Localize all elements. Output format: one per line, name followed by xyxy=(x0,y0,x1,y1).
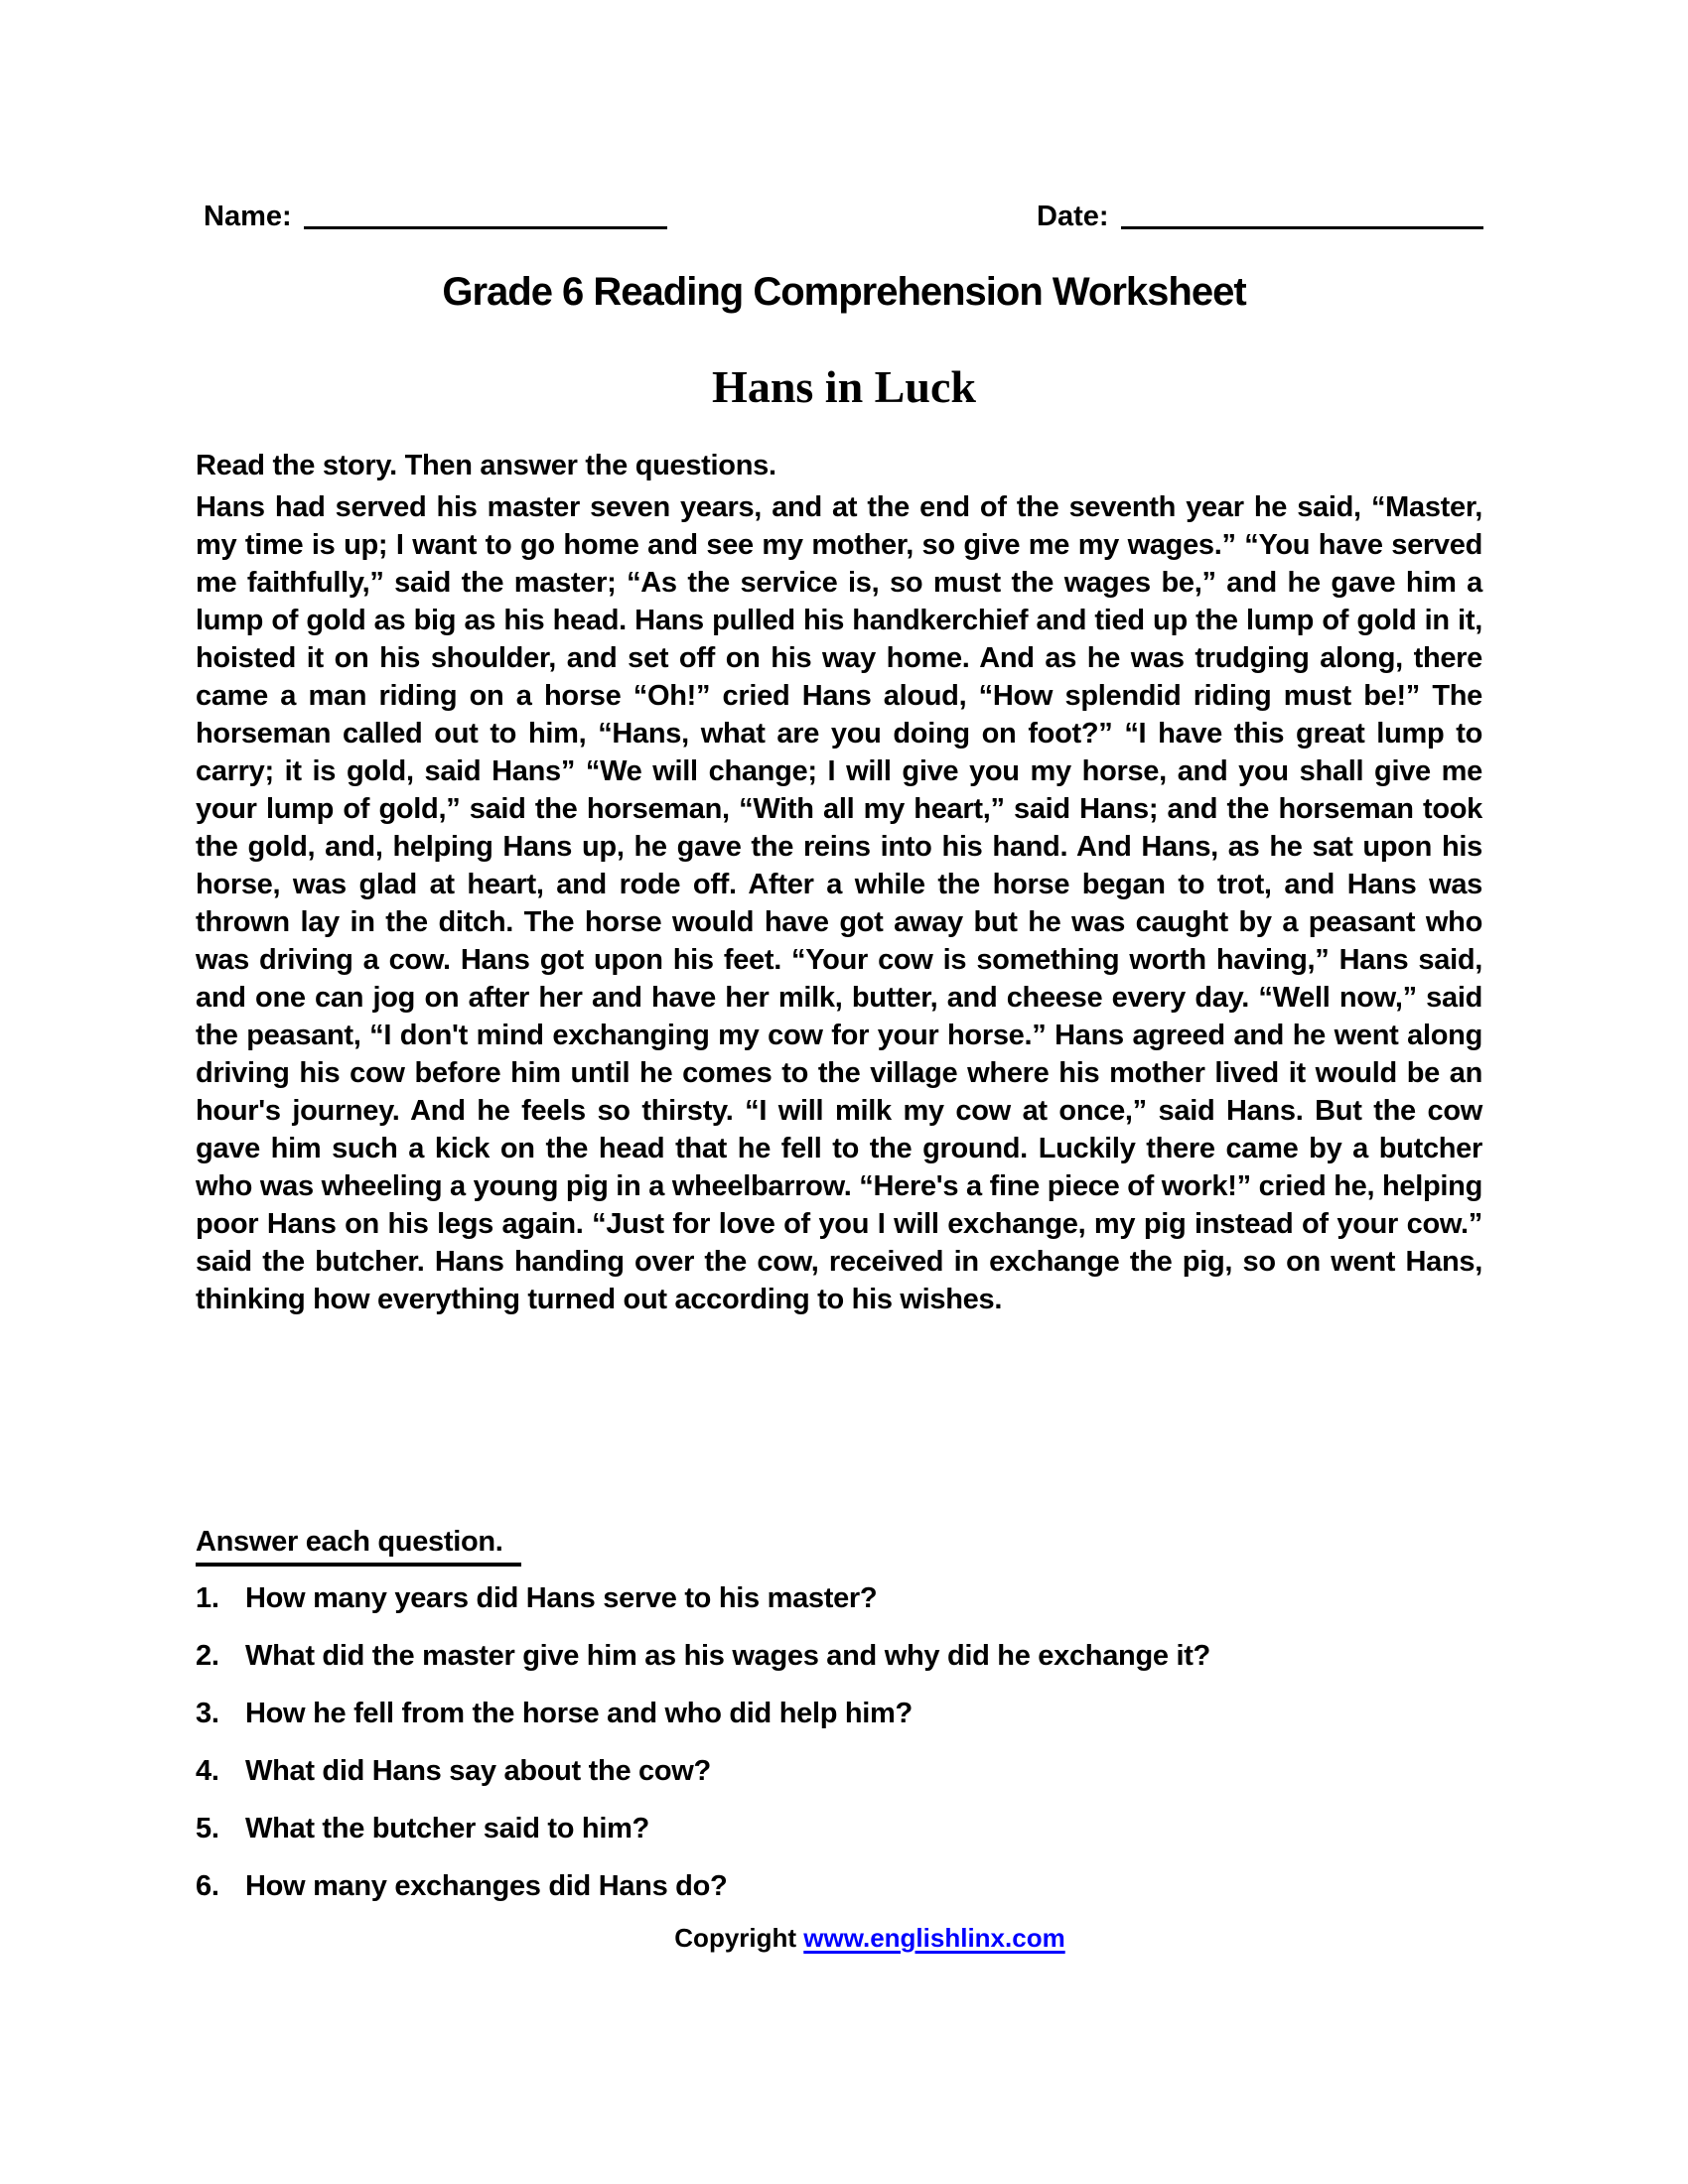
question-number: 5. xyxy=(196,1813,219,1844)
question-item-6 xyxy=(196,1867,1482,1905)
name-blank-line xyxy=(304,226,667,229)
name-date-row xyxy=(196,198,1482,239)
copyright-line xyxy=(196,1922,1482,1954)
copyright-link[interactable]: www.englishlinx.com xyxy=(803,1923,1065,1953)
date-label: Date: xyxy=(1037,201,1109,232)
question-item-3 xyxy=(196,1695,1482,1732)
question-number: 3. xyxy=(196,1698,219,1729)
name-field xyxy=(204,198,667,235)
question-item-1 xyxy=(196,1579,1482,1617)
question-number: 1. xyxy=(196,1582,219,1614)
copyright-label: Copyright xyxy=(674,1923,804,1953)
questions-heading: Answer each question. xyxy=(196,1525,521,1567)
questions-list xyxy=(196,1579,1482,1925)
worksheet-title: Grade 6 Reading Comprehension Worksheet xyxy=(442,270,1246,314)
name-label: Name: xyxy=(204,201,292,232)
question-item-2 xyxy=(196,1637,1482,1675)
question-number: 6. xyxy=(196,1870,219,1902)
story-text: Hans had served his master seven years, and at the end of the seventh year he said, “Master, my time is up; I want to go home and see my mother, so give me my wages.” “You have served me faithfully,” said the master; “As the service is, so must the wages be,” and he gave him a lump of gold as big as his head. Hans pulled his handkerchief and tied up the lump of gold in it, hoisted it on his shoulder, and set off on his way home. And as he was trudging along, there came a man riding on a horse “Oh!” cried Hans aloud, “How splendid riding must be!” The horseman called out to him, “Hans, what are you doing on foot?” “I have this great lump to carry; it is gold, said Hans” “We will change; I will give you my horse, and you shall give me your lump of gold,” said the horseman, “With all my heart,” said Hans; and the horseman took the gold, and, helping Hans up, he gave the reins into his hand. And Hans, as he sat upon his horse, was glad at heart, and rode off. After a while the horse began to trot, and Hans was thrown lay in the ditch. The horse would have got away but he was caught by a peasant who was driving a cow. Hans got upon his feet. “Your cow is something worth having,” Hans said, and one can jog on after her and have her milk, butter, and cheese every day. “Well now,” said the peasant, “I don't mind exchanging my cow for your horse.” Hans agreed and he went along driving his cow before him until he comes to the village where his mother lived it would be an hour's journey. And he feels so thirsty. “I will milk my cow at once,” said Hans. But the cow gave him such a kick on the head that he fell to the ground. Luckily there came by a butcher who was wheeling a young pig in a wheelbarrow. “Here's a fine piece of work!” cried he, helping poor Hans on his legs again. “Just for love of you I will exchange, my pig instead of your cow.” said the butcher. Hans handing over the cow, received in exchange the pig, so on went Hans, thinking how everything turned out according to his wishes. xyxy=(196,491,1482,1315)
question-text: How he fell from the horse and who did help him? xyxy=(245,1698,913,1729)
question-item-5 xyxy=(196,1810,1482,1847)
question-number: 2. xyxy=(196,1640,219,1672)
question-text: How many years did Hans serve to his master? xyxy=(245,1582,878,1614)
instructions-line: Read the story. Then answer the questions. xyxy=(196,450,776,481)
questions-heading-wrap xyxy=(196,1525,521,1567)
question-item-4 xyxy=(196,1752,1482,1790)
date-field xyxy=(1037,198,1483,235)
question-text: How many exchanges did Hans do? xyxy=(245,1870,728,1902)
date-blank-line xyxy=(1121,226,1483,229)
question-text: What did Hans say about the cow? xyxy=(245,1755,711,1787)
question-number: 4. xyxy=(196,1755,219,1787)
question-text: What the butcher said to him? xyxy=(245,1813,649,1844)
question-text: What did the master give him as his wages and why did he exchange it? xyxy=(245,1640,1210,1672)
story-title: Hans in Luck xyxy=(712,361,976,412)
